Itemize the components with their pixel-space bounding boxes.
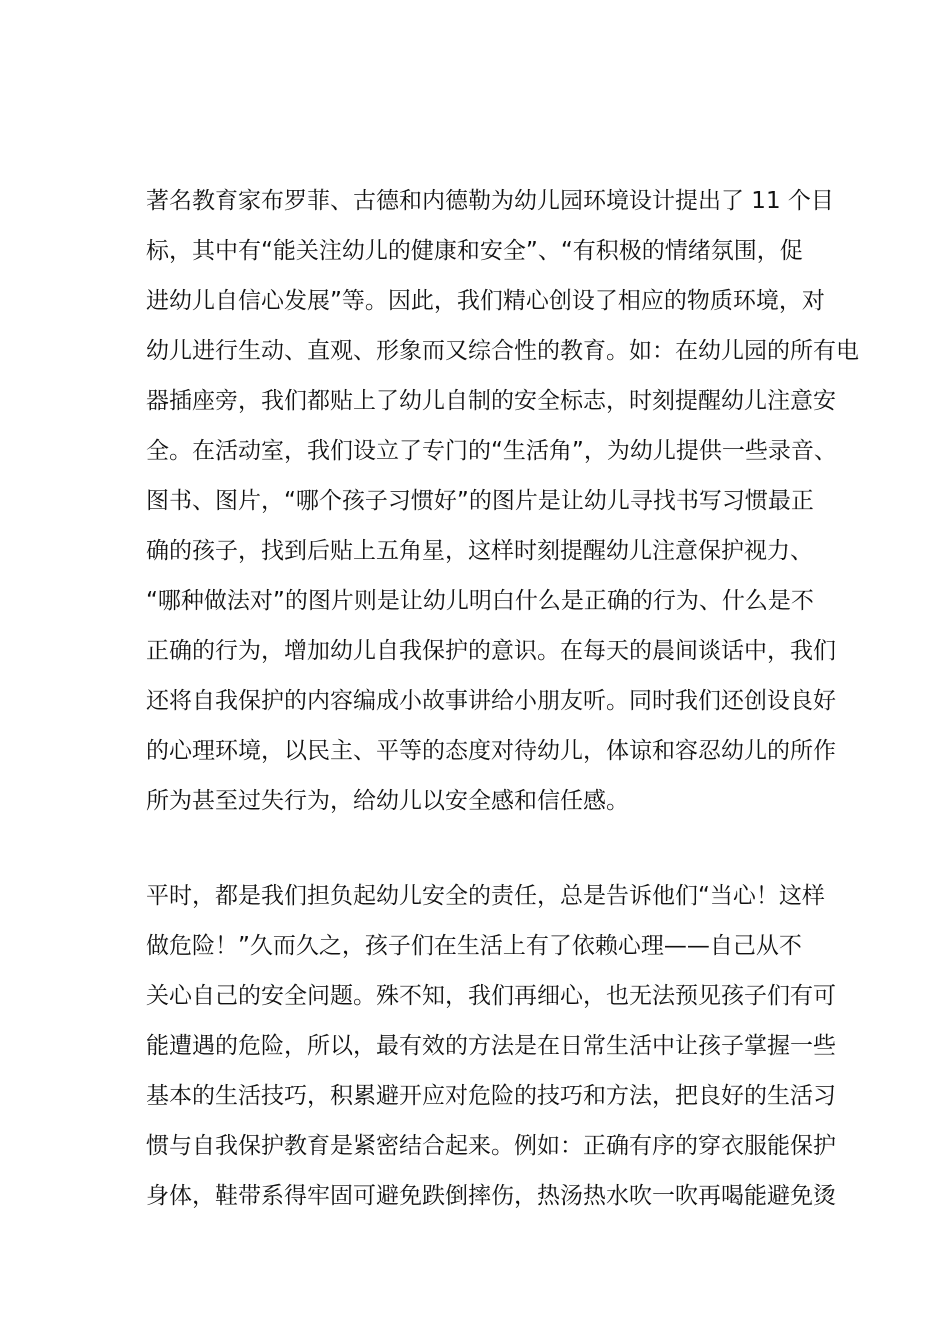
paragraph-1-line: 标，其中有“能关注幼儿的健康和安全”、“有积极的情绪氛围，促 xyxy=(146,238,803,264)
paragraph-1-line: 进幼儿自信心发展”等。因此，我们精心创设了相应的物质环境，对 xyxy=(146,288,825,314)
paragraph-1-line: 的心理环境，以民主、平等的态度对待幼儿，体谅和容忍幼儿的所作 xyxy=(146,738,836,764)
paragraph-1-line: “哪种做法对”的图片则是让幼儿明白什么是正确的行为、什么是不 xyxy=(146,588,814,614)
paragraph-1-line: 幼儿进行生动、直观、形象而又综合性的教育。如：在幼儿园的所有电 xyxy=(146,338,859,364)
paragraph-1-line: 全。在活动室，我们设立了专门的“生活角”，为幼儿提供一些录音、 xyxy=(146,438,837,464)
paragraph-2-line: 身体，鞋带系得牢固可避免跌倒摔伤，热汤热水吹一吹再喝能避免烫 xyxy=(146,1183,836,1209)
paragraph-1-line: 所为甚至过失行为，给幼儿以安全感和信任感。 xyxy=(146,788,629,814)
paragraph-1-line: 确的孩子，找到后贴上五角星，这样时刻提醒幼儿注意保护视力、 xyxy=(146,538,813,564)
paragraph-2-line: 关心自己的安全问题。殊不知，我们再细心，也无法预见孩子们有可 xyxy=(146,983,836,1009)
paragraph-2-line: 惯与自我保护教育是紧密结合起来。例如：正确有序的穿衣服能保护 xyxy=(146,1133,836,1159)
paragraph-2-line: 做危险！”久而久之，孩子们在生活上有了依赖心理——自己从不 xyxy=(146,933,802,959)
paragraph-2-line: 平时，都是我们担负起幼儿安全的责任，总是告诉他们“当心！这样 xyxy=(146,883,825,909)
paragraph-1-line: 著名教育家布罗菲、古德和内德勒为幼儿园环境设计提出了 11 个目 xyxy=(146,188,834,214)
paragraph-2-line: 基本的生活技巧，积累避开应对危险的技巧和方法，把良好的生活习 xyxy=(146,1083,836,1109)
paragraph-1-line: 图书、图片，“哪个孩子习惯好”的图片是让幼儿寻找书写习惯最正 xyxy=(146,488,814,514)
paragraph-1-line: 器插座旁，我们都贴上了幼儿自制的安全标志，时刻提醒幼儿注意安 xyxy=(146,388,836,414)
paragraph-2-line: 能遭遇的危险，所以，最有效的方法是在日常生活中让孩子掌握一些 xyxy=(146,1033,836,1059)
paragraph-1-line: 还将自我保护的内容编成小故事讲给小朋友听。同时我们还创设良好 xyxy=(146,688,836,714)
paragraph-1-line: 正确的行为，增加幼儿自我保护的意识。在每天的晨间谈话中，我们 xyxy=(146,638,836,664)
